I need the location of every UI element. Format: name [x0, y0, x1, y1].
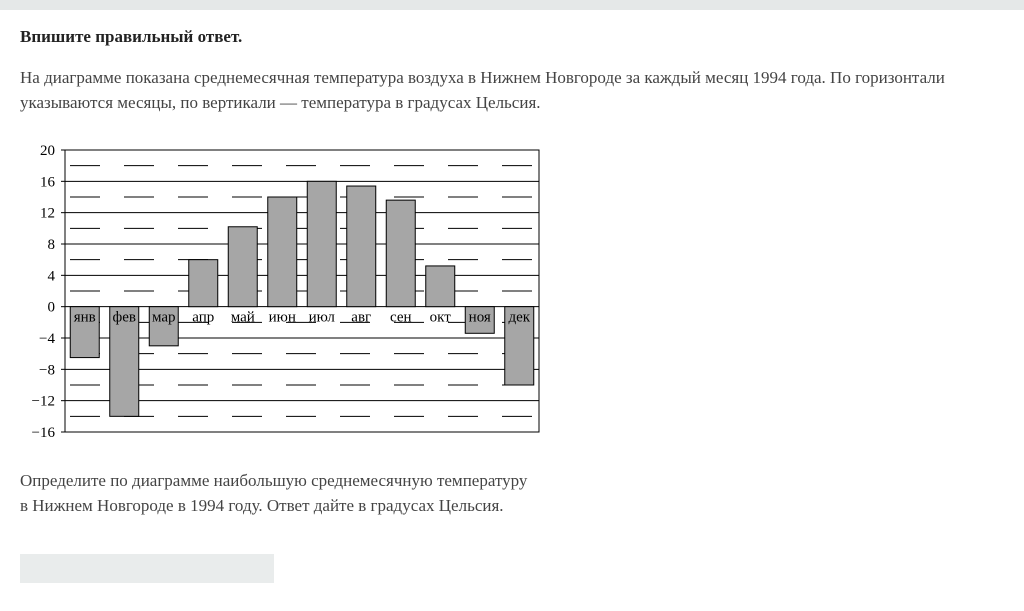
question-line-2: в Нижнем Новгороде в 1994 году. Ответ дайте в градусах Цельсия.	[20, 496, 504, 515]
top-bar	[0, 0, 1024, 10]
task-description-line-1: На диаграмме показана среднемесячная температура воздуха в Нижнем Новгороде за каждый месяц 1994 года. По горизонтали	[20, 68, 945, 87]
x-tick-label: дек	[508, 309, 531, 326]
x-tick-label: сен	[389, 309, 412, 326]
y-tick-label: −16	[31, 425, 55, 440]
x-tick-label: ноя	[468, 309, 491, 326]
x-tick-label: фев	[112, 309, 136, 326]
question-text	[20, 468, 580, 518]
bar-сен	[386, 200, 415, 307]
bar-окт	[426, 266, 455, 307]
y-tick-label: 8	[47, 237, 55, 253]
bar-апр	[189, 260, 218, 307]
chart-x-labels	[74, 310, 531, 326]
x-tick-label: янв	[73, 309, 96, 326]
y-tick-label: −12	[31, 393, 55, 410]
y-tick-label: 4	[47, 268, 55, 285]
x-tick-label: окт	[429, 309, 451, 326]
x-tick-label: мар	[151, 309, 176, 326]
bar-июн	[268, 197, 297, 307]
x-tick-label: май	[230, 309, 255, 326]
bar-май	[228, 227, 257, 307]
x-tick-label: апр	[192, 309, 215, 326]
y-tick-label: −8	[39, 362, 55, 379]
temperature-bar-chart	[18, 140, 548, 440]
y-tick-label: 12	[40, 205, 55, 222]
y-tick-label: 20	[40, 143, 55, 159]
x-tick-label: июн	[268, 309, 296, 326]
task-description-line-2: указываются месяцы, по вертикали — температура в градусах Цельсия.	[20, 93, 541, 112]
chart-bars	[70, 181, 534, 416]
bar-июл	[307, 181, 336, 306]
instruction-heading: Впишите правильный ответ.	[20, 27, 243, 46]
bar-авг	[347, 186, 376, 307]
y-tick-label: 16	[40, 174, 55, 191]
answer-input[interactable]	[20, 554, 274, 583]
y-tick-label: −4	[39, 331, 55, 347]
x-tick-label: июл	[308, 309, 335, 326]
task-description	[20, 65, 1010, 115]
question-line-1: Определите по диаграмме наибольшую среднемесячную температуру	[20, 471, 528, 490]
chart-y-labels	[32, 143, 56, 440]
y-tick-label: 0	[47, 299, 55, 316]
x-tick-label: авг	[351, 309, 372, 326]
